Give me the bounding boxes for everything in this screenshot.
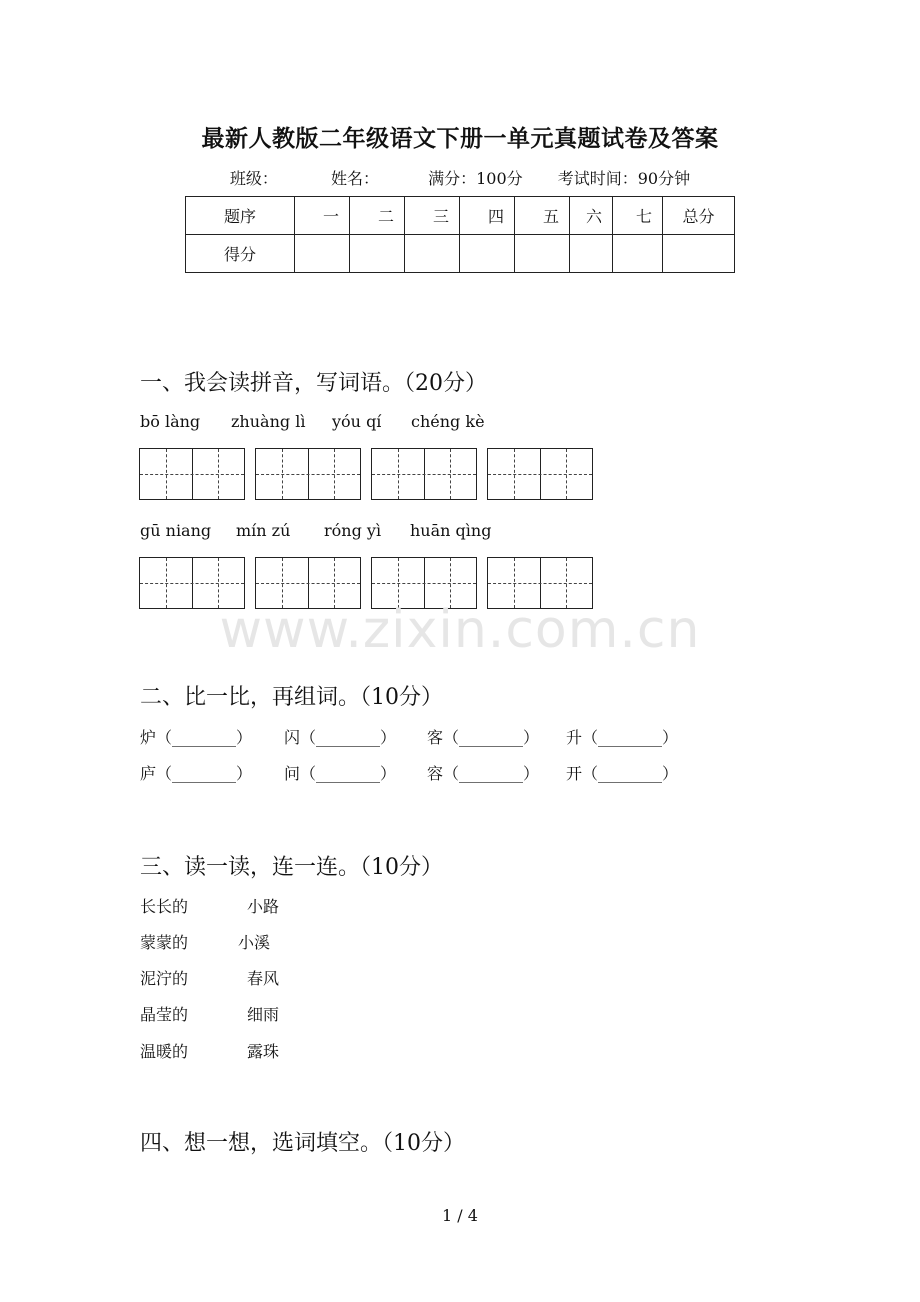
word-blank[interactable]: 问（________）: [284, 764, 397, 783]
score-cell[interactable]: [663, 235, 735, 273]
writing-grid[interactable]: [139, 448, 245, 500]
score-cell[interactable]: [570, 235, 613, 273]
match-left-item[interactable]: 温暖的: [140, 1042, 189, 1061]
score-cell[interactable]: [295, 235, 350, 273]
score-table: [185, 196, 735, 273]
full-score: 满分：100分: [428, 169, 523, 188]
pinyin-item: mín zú: [236, 521, 291, 540]
pinyin-item: róng yì: [324, 521, 382, 540]
score-cell[interactable]: [515, 235, 570, 273]
writing-grid[interactable]: [371, 448, 477, 500]
column-7: 七: [613, 197, 663, 235]
section1-heading: 一、我会读拼音，写词语。（20分）: [140, 371, 487, 396]
word-blank[interactable]: 升（________）: [566, 728, 679, 747]
score-table-header-row: [186, 197, 735, 235]
column-6: 六: [570, 197, 613, 235]
writing-grid-row-1: [0, 448, 920, 502]
exam-time: 考试时间：90分钟: [557, 169, 691, 188]
match-left-item[interactable]: 长长的: [140, 897, 189, 916]
score-cell[interactable]: [350, 235, 405, 273]
page-title: 最新人教版二年级语文下册一单元真题试卷及答案: [201, 125, 719, 152]
score-cell[interactable]: [460, 235, 515, 273]
match-right-item[interactable]: 春风: [247, 969, 280, 988]
match-right-item[interactable]: 露珠: [247, 1042, 280, 1061]
word-blank[interactable]: 容（________）: [427, 764, 540, 783]
match-right-item[interactable]: 小溪: [238, 933, 271, 952]
word-blank[interactable]: 客（________）: [427, 728, 540, 747]
exam-info: [0, 166, 920, 189]
match-left-item[interactable]: 泥泞的: [140, 969, 189, 988]
pinyin-item: yóu qí: [332, 412, 382, 431]
pinyin-row-2: [0, 521, 920, 541]
column-2: 二: [350, 197, 405, 235]
column-4: 四: [460, 197, 515, 235]
section2-heading: 二、比一比，再组词。（10分）: [140, 685, 443, 710]
word-blank[interactable]: 闪（________）: [284, 728, 397, 747]
column-5: 五: [515, 197, 570, 235]
watermark: www.zixin.com.cn: [219, 600, 701, 660]
column-3: 三: [405, 197, 460, 235]
section4-heading: 四、想一想，选词填空。（10分）: [140, 1131, 465, 1156]
pinyin-item: bō làng: [140, 412, 201, 431]
column-1: 一: [295, 197, 350, 235]
match-left-item[interactable]: 晶莹的: [140, 1005, 189, 1024]
pinyin-item: gū niang: [140, 521, 212, 540]
match-right-item[interactable]: 细雨: [247, 1005, 280, 1024]
score-label: 得分: [186, 235, 295, 273]
score-table-score-row: [186, 235, 735, 273]
score-cell[interactable]: [613, 235, 663, 273]
pinyin-item: zhuàng lì: [231, 412, 306, 431]
word-blank[interactable]: 炉（________）: [140, 728, 253, 747]
header-label: 题序: [186, 197, 295, 235]
score-cell[interactable]: [405, 235, 460, 273]
total-label: 总分: [663, 197, 735, 235]
pinyin-item: chéng kè: [411, 412, 485, 431]
writing-grid[interactable]: [487, 448, 593, 500]
class-label: 班级：: [229, 169, 278, 188]
writing-grid[interactable]: [255, 448, 361, 500]
match-left-item[interactable]: 蒙蒙的: [140, 933, 189, 952]
pinyin-row-1: [0, 412, 920, 432]
pinyin-item: huān qìng: [410, 521, 492, 540]
match-right-item[interactable]: 小路: [247, 897, 280, 916]
word-blank[interactable]: 开（________）: [566, 764, 679, 783]
word-blank[interactable]: 庐（________）: [140, 764, 253, 783]
name-label: 姓名：: [330, 169, 379, 188]
page-number: 1 / 4: [442, 1206, 478, 1225]
section3-heading: 三、读一读，连一连。（10分）: [140, 855, 443, 880]
